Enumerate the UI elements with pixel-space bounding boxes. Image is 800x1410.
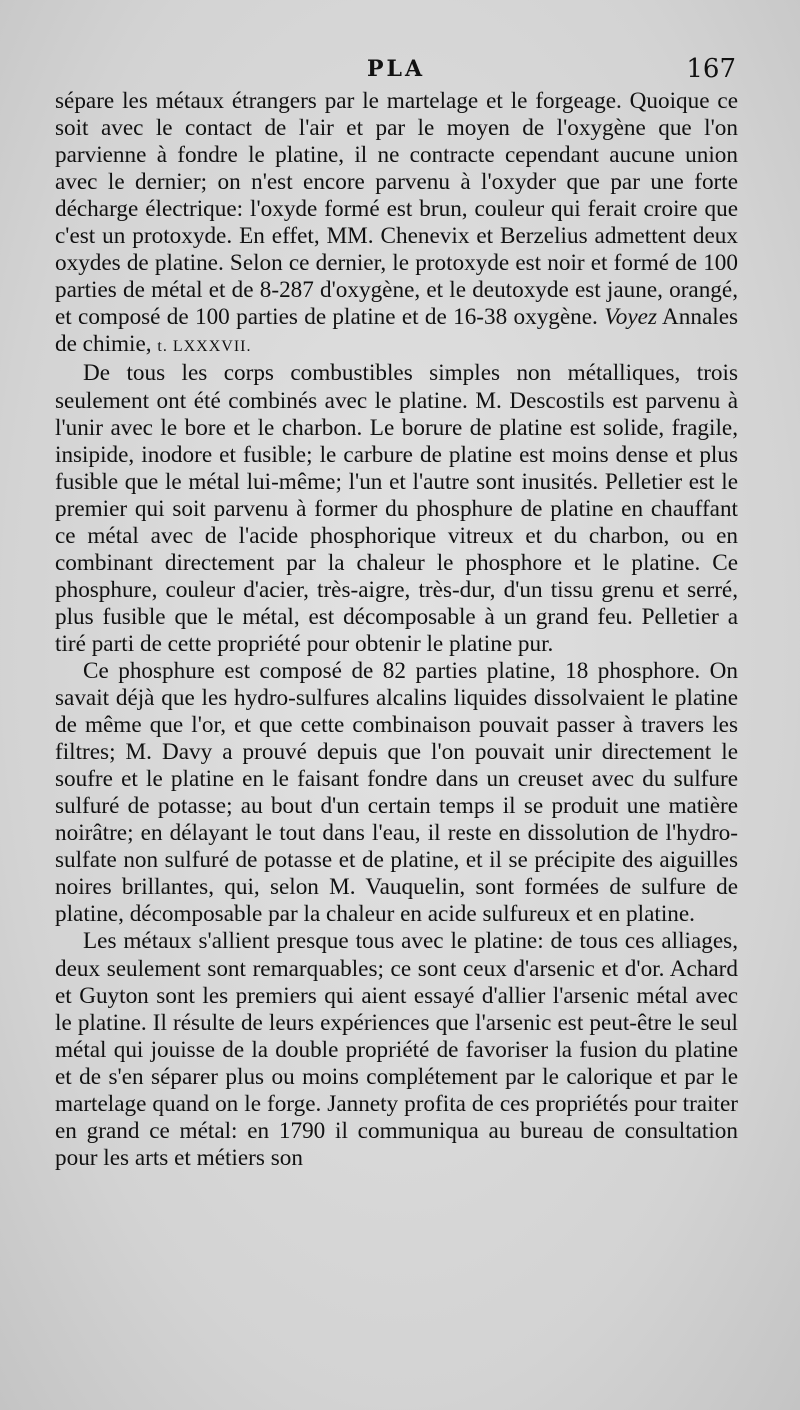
page-number: 167 xyxy=(686,54,736,84)
page-header xyxy=(56,56,736,88)
paragraph xyxy=(55,88,738,360)
paragraph: Les métaux s'allient presque tous avec le platine: de tous ces alliages, deux seulement sont remarquables; ce sont ceux d'arsenic et d'or. Achard et Guyton sont les premiers qui aient essayé d'allier l'arsenic métal avec le platine. Il résulte de leurs expériences que l'arsenic est peut-être le seul métal qui jouisse de la double propriété de favoriser la fusion du platine et de s'en séparer plus ou moins complétement par le calorique et par le martelage quand on le forge. Jannety profita de ces propriétés pour traiter en grand ce métal: en 1790 il communiqua au bureau de consultation pour les arts et métiers son xyxy=(55,928,738,1171)
tome-reference: t. LXXXVII. xyxy=(157,338,252,356)
running-head: PLA xyxy=(366,56,426,82)
voyez-italic: Voyez xyxy=(604,304,657,331)
paragraph: De tous les corps combustibles simples non métalliques, trois seulement ont été combinés avec le platine. M. Descostils est parvenu à l'unir avec le bore et le charbon. Le borure de platine est solide, fragile, insipide, inodore et fusible; le carbure de platine est moins dense et plus fusible que le métal lui-même; l'un et l'autre sont inusités. Pelletier est le premier qui soit parvenu à former du phosphure de platine en chauffant ce métal avec de l'acide phosphorique vitreux et du charbon, ou en combinant directement par la chaleur le phosphore et le platine. Ce phosphure, couleur d'acier, très-aigre, très-dur, d'un tissu grenu et serré, plus fusible que le métal, est décomposable à un grand feu. Pelletier a tiré parti de cette propriété pour obtenir le platine pur. xyxy=(55,360,738,657)
paragraph: Ce phosphure est composé de 82 parties platine, 18 phosphore. On savait déjà que les hydro-sulfures alcalins liquides dissolvaient le platine de même que l'or, et que cette combinaison pouvait passer à travers les filtres; M. Davy a prouvé depuis que l'on pouvait unir directement le soufre et le platine en le faisant fondre dans un creuset avec du sulfure sulfuré de potasse; au bout d'un certain temps il se produit une matière noirâtre; en délayant le tout dans l'eau, il reste en dissolution de l'hydro-sulfate non sulfuré de potasse et de platine, et il se précipite des aiguilles noires brillantes, qui, selon M. Vauquelin, sont formées de sulfure de platine, décomposable par la chaleur en acide sulfureux et en platine. xyxy=(55,657,738,928)
reference-text: Annales de chimie, xyxy=(55,304,739,358)
paragraph-text: sépare les métaux étrangers par le martelage et le forgeage. Quoique ce soit avec le contact de l'air et par le moyen de l'oxygène que l'on parvienne à fondre le platine, il ne contracte cependant aucune union avec le dernier; on n'est encore parvenu à l'oxyder que par une forte décharge électrique: l'oxyde formé est brun, couleur qui ferait croire que c'est un protoxyde. En effet, MM. Chenevix et Berzelius admettent deux oxydes de platine. Selon ce dernier, le protoxyde est noir et formé de 100 parties de métal et de 8-287 d'oxygène, et le deutoxyde est jaune, orangé, et composé de 100 parties de platine et de 16-38 oxygène. xyxy=(55,88,738,331)
body-text xyxy=(55,88,738,1172)
